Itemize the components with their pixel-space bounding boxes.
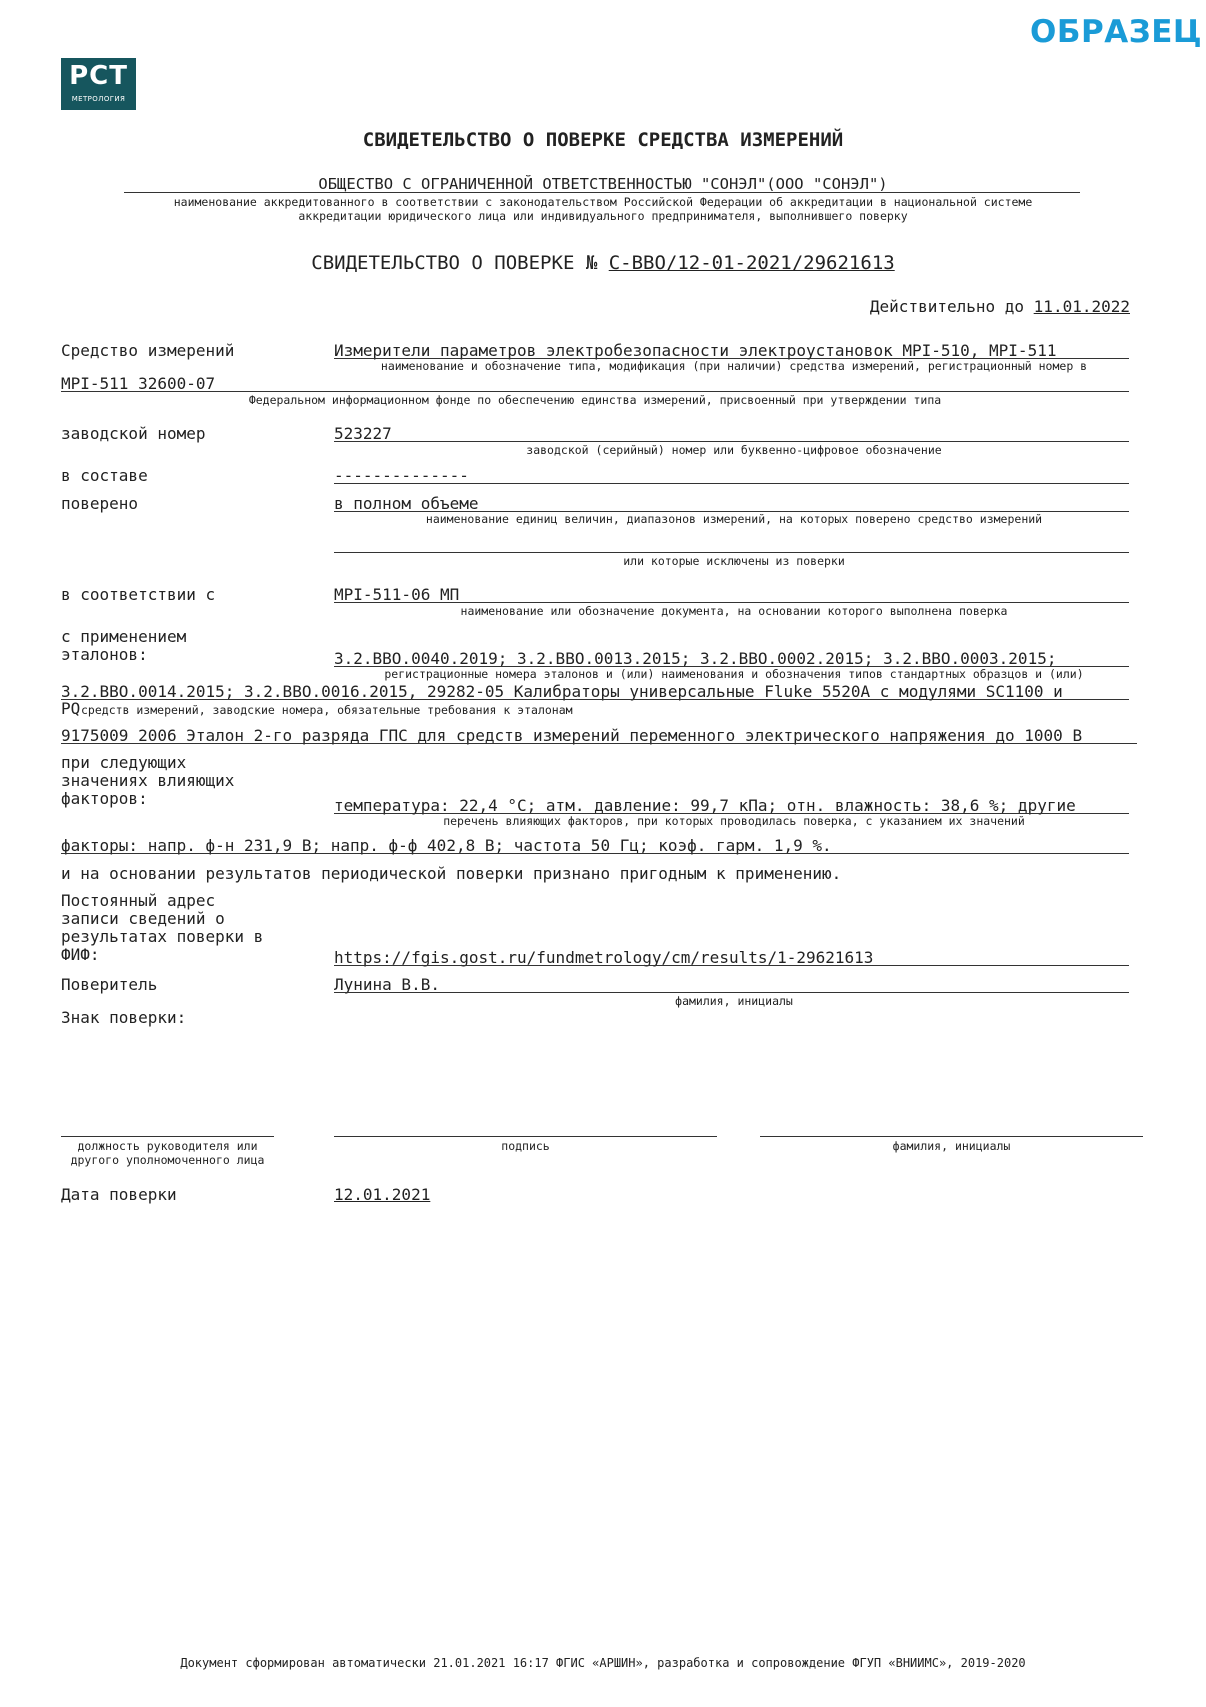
instrument-name: Измерители параметров электробезопасности электроустановок MPI-510, MPI-511 bbox=[334, 341, 1057, 360]
standards-hint-1: регистрационные номера эталонов и (или) наименования и обозначения типов стандартных образцов и (или) bbox=[384, 667, 1084, 681]
certificate-number-line bbox=[0, 252, 1206, 274]
instrument-hint-2: Федеральном информационном фонде по обеспечению единства измерений, присвоенный при утверждении типа bbox=[248, 393, 942, 407]
factors-value-2: факторы: напр. ф-н 231,9 В; напр. ф-ф 402,8 В; частота 50 Гц; коэф. гарм. 1,9 %. bbox=[61, 836, 832, 855]
standards-value-1: 3.2.ВВО.0040.2019; 3.2.ВВО.0013.2015; 3.2.ВВО.0002.2015; 3.2.ВВО.0003.2015; bbox=[334, 649, 1057, 668]
instrument-label: Средство измерений bbox=[61, 341, 235, 360]
valid-until-label: Действительно до bbox=[869, 297, 1025, 316]
verifier-value: Лунина В.В. bbox=[334, 975, 440, 994]
instrument-rule-2 bbox=[61, 391, 1129, 392]
logo-caption: МЕТРОЛОГИЯ bbox=[71, 95, 126, 103]
standards-label-1: с применением bbox=[61, 627, 187, 646]
organization-hint-2: аккредитации юридического лица или индивидуального предпринимателя, выполнившего поверку bbox=[298, 209, 908, 223]
name-hint: фамилия, инициалы bbox=[892, 1139, 1011, 1153]
verified-label: поверено bbox=[61, 494, 139, 513]
logo-mark: РСТ bbox=[69, 61, 128, 91]
verified-value: в полном объеме bbox=[334, 494, 479, 513]
valid-until bbox=[700, 297, 1130, 316]
factors-label-2: значениях влияющих bbox=[61, 771, 235, 790]
fif-label-3: результатах поверки в bbox=[61, 927, 264, 946]
organization-hint-1: наименование аккредитованного в соответствии с законодательством Российской Федерации об аккредитации в национальной системе bbox=[173, 195, 1033, 209]
instrument-hint-1: наименование и обозначение типа, модификация (при наличии) средства измерений, регистрационный номер в bbox=[380, 359, 1088, 373]
factors-label-3: факторов: bbox=[61, 789, 148, 808]
composition-label: в составе bbox=[61, 466, 148, 485]
according-label: в соответствии с bbox=[61, 585, 216, 604]
document-title: СВИДЕТЕЛЬСТВО О ПОВЕРКЕ СРЕДСТВА ИЗМЕРЕНИЙ bbox=[362, 129, 844, 151]
serial-hint: заводской (серийный) номер или буквенно-цифровое обозначение bbox=[526, 443, 942, 457]
standards-value-2: 3.2.ВВО.0014.2015; 3.2.ВВО.0016.2015, 29282-05 Калибраторы универсальные Fluke 5520A с модулями SC1100 и bbox=[61, 682, 1063, 701]
standards-rule-3 bbox=[61, 743, 1137, 744]
name-rule bbox=[760, 1136, 1143, 1137]
fif-label-2: записи сведений о bbox=[61, 909, 225, 928]
fif-url[interactable]: https://fgis.gost.ru/fundmetrology/cm/results/1-29621613 bbox=[334, 948, 874, 967]
standards-value-4: 9175009 2006 Эталон 2-го разряда ГПС для средств измерений переменного электрического напряжения до 1000 В bbox=[61, 726, 1083, 745]
verifier-label: Поверитель bbox=[61, 975, 158, 994]
verified-rule-2 bbox=[334, 552, 1129, 553]
standards-value-3: PQ bbox=[61, 699, 81, 718]
position-hint-2: другого уполномоченного лица bbox=[70, 1153, 265, 1167]
rst-logo bbox=[61, 58, 136, 110]
factors-value-1: температура: 22,4 °С; атм. давление: 99,7 кПа; отн. влажность: 38,6 %; другие bbox=[334, 796, 1076, 815]
valid-until-date: 11.01.2022 bbox=[1033, 297, 1130, 316]
verification-date-label: Дата поверки bbox=[61, 1185, 177, 1204]
fif-label-1: Постоянный адрес bbox=[61, 891, 216, 910]
position-rule bbox=[61, 1136, 274, 1137]
composition-rule bbox=[334, 483, 1129, 484]
position-hint-1: должность руководителя или bbox=[77, 1139, 258, 1153]
standards-label-2: эталонов: bbox=[61, 645, 148, 664]
signature-rule bbox=[334, 1136, 717, 1137]
verified-hint-2: или которые исключены из поверки bbox=[623, 554, 845, 568]
standards-hint-2: средств измерений, заводские номера, обязательные требования к эталонам bbox=[81, 703, 573, 717]
fif-label-4: ФИФ: bbox=[61, 945, 100, 964]
factors-label-1: при следующих bbox=[61, 753, 187, 772]
composition-value: -------------- bbox=[334, 466, 469, 485]
according-rule bbox=[334, 602, 1129, 603]
verification-date: 12.01.2021 bbox=[334, 1185, 431, 1204]
conclusion: и на основании результатов периодической поверки признано пригодным к применению. bbox=[61, 864, 842, 883]
signature-hint: подпись bbox=[501, 1139, 550, 1153]
footer-note: Документ сформирован автоматически 21.01.2021 16:17 ФГИС «АРШИН», разработка и сопровождение ФГУП «ВНИИМС», 2019-2020 bbox=[180, 1656, 1026, 1670]
according-hint: наименование или обозначение документа, на основании которого выполнена поверка bbox=[460, 604, 1008, 618]
instrument-type-number: MPI-511 32600-07 bbox=[61, 374, 216, 393]
certificate-number-prefix: СВИДЕТЕЛЬСТВО О ПОВЕРКЕ № bbox=[311, 252, 598, 274]
fif-rule bbox=[334, 965, 1129, 966]
organization-name: ОБЩЕСТВО С ОГРАНИЧЕННОЙ ОТВЕТСТВЕННОСТЬЮ "СОНЭЛ"(ООО "СОНЭЛ") bbox=[318, 175, 888, 193]
certificate-number: С-ВВО/12-01-2021/29621613 bbox=[608, 252, 895, 274]
standards-rule-2 bbox=[61, 699, 1129, 700]
serial-label: заводской номер bbox=[61, 424, 206, 443]
sample-stamp: ОБРАЗЕЦ bbox=[1030, 14, 1203, 50]
verifier-hint: фамилия, инициалы bbox=[675, 994, 793, 1008]
verified-hint-1: наименование единиц величин, диапазонов измерений, на которых поверено средство измерений bbox=[425, 512, 1043, 526]
verification-mark-label: Знак поверки: bbox=[61, 1008, 187, 1027]
according-value: MPI-511-06 МП bbox=[334, 585, 460, 604]
serial-rule bbox=[334, 441, 1129, 442]
organization-rule bbox=[124, 192, 1080, 193]
factors-rule-2 bbox=[61, 853, 1129, 854]
verifier-rule bbox=[334, 992, 1129, 993]
serial-value: 523227 bbox=[334, 424, 392, 443]
factors-hint: перечень влияющих факторов, при которых проводилась поверка, с указанием их значений bbox=[443, 814, 1025, 828]
